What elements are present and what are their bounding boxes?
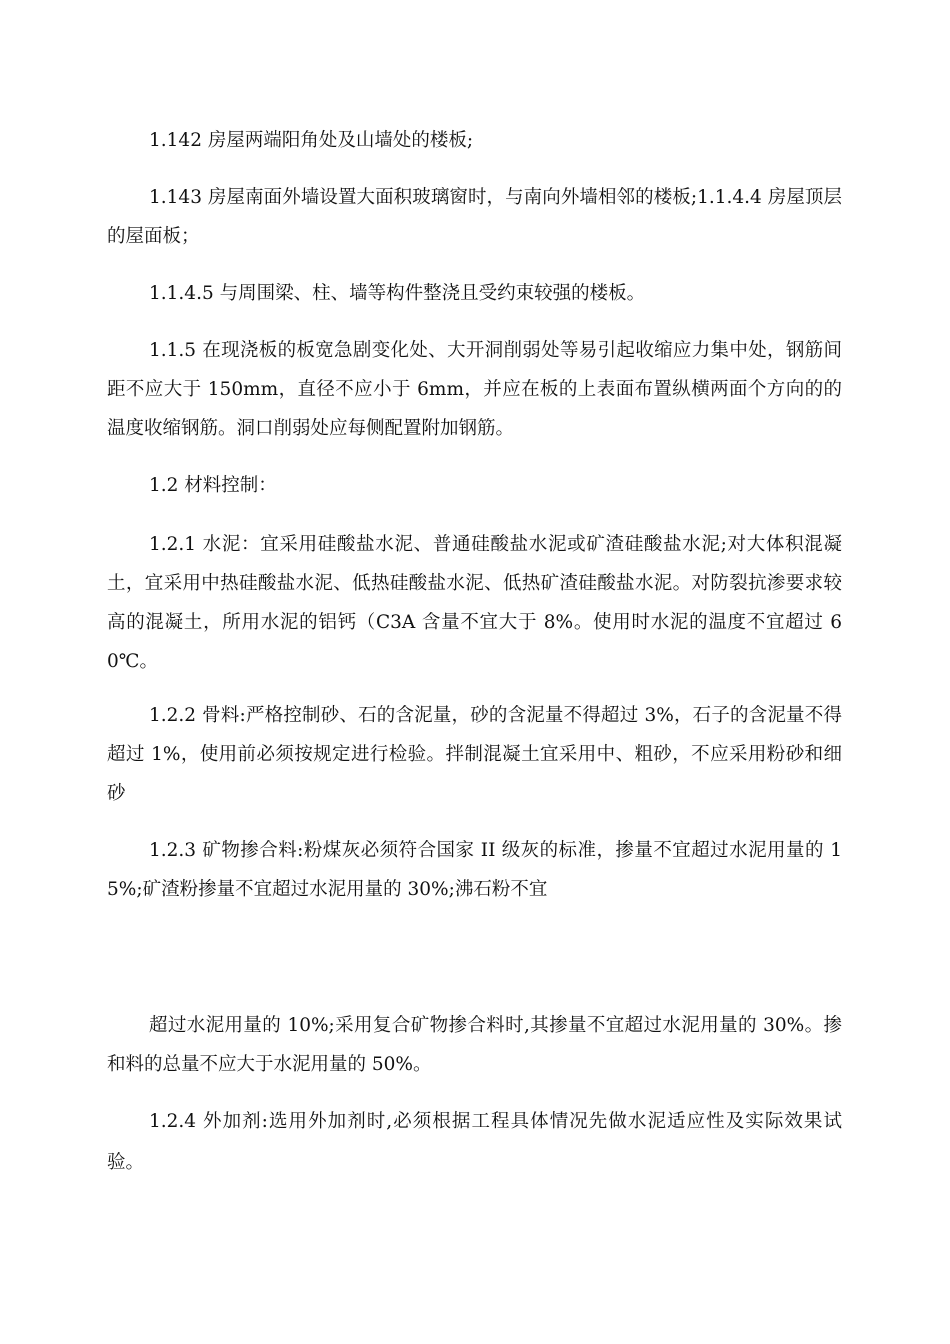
paragraph-1-2-4-additive: 1.2.4 外加剂:选用外加剂时,必须根据工程具体情况先做水泥适应性及实际效果试验。 (107, 1111, 842, 1173)
paragraph-1-1-5: 1.1.5 在现浇板的板宽急剧变化处、大开洞削弱处等易引起收缩应力集中处，钢筋间距不应大于 150mm，直径不应小于 6mm，并应在板的上表面布置纵横两面个方向的的温度收缩钢筋。洞口削弱处应每侧配置附加钢筋。 (107, 340, 842, 439)
section-heading-1-2: 1.2 材料控制： (149, 475, 277, 496)
paragraph-1-1-4-5: 1.1.4.5 与周围梁、柱、墙等构件整浇且受约束较强的楼板。 (149, 283, 646, 304)
paragraph-1-2-1-cement: 1.2.1 水泥：宜采用硅酸盐水泥、普通硅酸盐水泥或矿渣硅酸盐水泥;对大体积混凝土，宜采用中热硅酸盐水泥、低热硅酸盐水泥、低热矿渣硅酸盐水泥。对防裂抗渗要求较高的混凝土，所用水泥的铝钙（C3A 含量不宜大于 8%。使用时水泥的温度不宜超过 60℃。 (107, 534, 842, 672)
paragraph-1-1-4-3: 1.143 房屋南面外墙设置大面积玻璃窗时，与南向外墙相邻的楼板;1.1.4.4 房屋顶层的屋面板； (107, 187, 842, 247)
paragraph-1-2-2-aggregate: 1.2.2 骨料:严格控制砂、石的含泥量，砂的含泥量不得超过 3%，石子的含泥量不得超过 1%，使用前必须按规定进行检验。拌制混凝土宜采用中、粗砂，不应采用粉砂和细砂 (107, 705, 842, 804)
paragraph-1-1-4-2: 1.142 房屋两端阳角处及山墙处的楼板; (149, 130, 474, 151)
paragraph-1-2-3-continued: 超过水泥用量的 10%;采用复合矿物掺合料时,其掺量不宜超过水泥用量的 30%。掺和料的总量不应大于水泥用量的 50%。 (107, 1015, 842, 1075)
paragraph-1-2-3-admixture: 1.2.3 矿物掺合料:粉煤灰必须符合国家 II 级灰的标准，掺量不宜超过水泥用量的 15%;矿渣粉掺量不宜超过水泥用量的 30%;沸石粉不宜 (107, 840, 842, 900)
